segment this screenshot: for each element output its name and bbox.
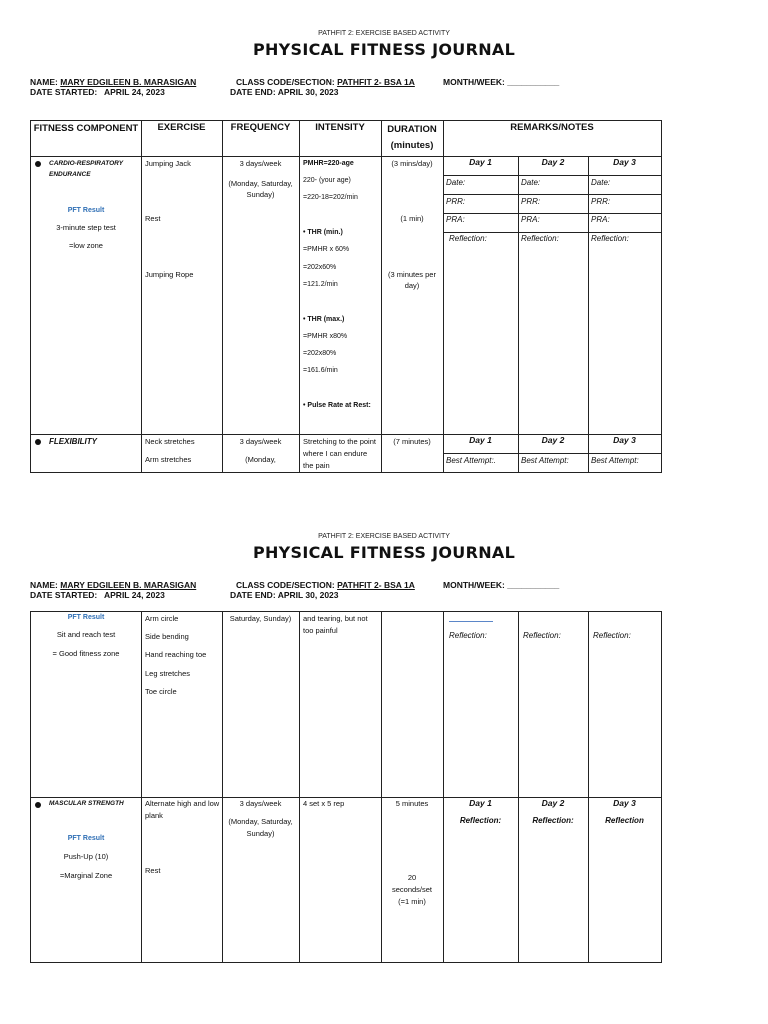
date-started-value: APRIL 24, 2023	[104, 87, 165, 97]
date-end-line: DATE END: APRIL 30, 2023	[230, 87, 339, 97]
prr-field-label: PRR:	[591, 197, 611, 206]
component-flexibility: FLEXIBILITY	[49, 437, 97, 446]
best-attempt-label: Best Attempt:.	[446, 456, 496, 465]
duration-value: (1 min)	[400, 214, 424, 223]
frequency-weekdays: (Monday,	[245, 455, 276, 464]
reflection-label: Reflection:	[459, 816, 502, 825]
pft-result-label: PFT Result	[67, 207, 105, 214]
day-1-label: Day 1	[469, 157, 492, 167]
day-3-label: Day 3	[613, 157, 636, 167]
date-started-line: DATE STARTED: APRIL 24, 2023	[30, 590, 165, 600]
frequency-days: 3 days/week	[239, 799, 282, 808]
day-2-label: Day 2	[541, 435, 565, 445]
intensity-line: =121.2/min	[303, 281, 338, 288]
pft-test: 3-minute step test	[56, 223, 116, 232]
reflection-label: Reflection:	[593, 631, 631, 640]
date-field-label: Date:	[591, 178, 611, 187]
class-line: CLASS CODE/SECTION: PATHFIT 2- BSA 1A	[236, 580, 415, 590]
student-name: MARY EDGILEEN B. MARASIGAN	[60, 580, 197, 590]
intensity-line: =PMHR x80%	[303, 333, 348, 340]
exercise-item: Side bending	[145, 632, 189, 641]
frequency-days: 3 days/week	[239, 437, 282, 446]
exercise-item: Jumping Jack	[145, 159, 191, 168]
prr-field-label: PRR:	[521, 197, 541, 206]
name-line: NAME: MARY EDGILEEN B. MARASIGAN	[30, 77, 197, 87]
date-started-value: APRIL 24, 2023	[104, 590, 165, 600]
exercise-item: Hand reaching toe	[145, 650, 207, 659]
component-cardio: CARDIO-RESPIRATORY ENDURANCE	[49, 160, 123, 178]
best-attempt-label: Best Attempt:	[521, 456, 569, 465]
date-end-line: DATE END: APRIL 30, 2023	[230, 590, 339, 600]
header-exercise: EXERCISE	[157, 122, 206, 133]
pra-field-label: PRA:	[591, 215, 610, 224]
prr-field-label: PRR:	[446, 197, 466, 206]
exercise-item: Leg stretches	[145, 669, 191, 678]
frequency-weekdays: Saturday, Sunday)	[229, 614, 292, 623]
student-name: MARY EDGILEEN B. MARASIGAN	[60, 77, 197, 87]
reflection-label: Reflection:	[591, 234, 629, 243]
day-1-label: Day 1	[469, 798, 492, 808]
exercise-item: Toe circle	[145, 687, 177, 696]
header-intensity: INTENSITY	[315, 122, 365, 133]
intensity-pmhr: PMHR=220-age	[303, 160, 354, 167]
intensity-line: =161.6/min	[303, 367, 338, 374]
month-week-value: ___________	[507, 77, 560, 87]
duration-value: (3 minutes per day)	[388, 270, 436, 290]
intensity-pulse: • Pulse Rate at Rest:	[303, 402, 371, 409]
reflection-label: Reflection:	[449, 234, 487, 243]
class-code: PATHFIT 2- BSA 1A	[337, 580, 415, 590]
day-1-label: Day 1	[469, 435, 492, 445]
date-field-label: Date:	[446, 178, 466, 187]
header-fitness-component: FITNESS COMPONENT	[33, 123, 139, 134]
exercise-item: Jumping Rope	[145, 270, 194, 279]
intensity-line: =202x60%	[303, 264, 337, 271]
journal-table-2	[30, 611, 662, 963]
intensity-line: =220-18=202/min	[303, 194, 358, 201]
class-line: CLASS CODE/SECTION: PATHFIT 2- BSA 1A	[236, 77, 415, 87]
month-line: MONTH/WEEK: ___________	[443, 77, 560, 87]
intensity-line: =PMHR x 60%	[303, 246, 350, 253]
reflection-label: Reflection:	[523, 631, 561, 640]
reflection-label: Reflection:	[449, 631, 487, 640]
month-week-value: ___________	[507, 580, 560, 590]
reflection-label: Reflection:	[521, 234, 559, 243]
duration-value: (3 mins/day)	[391, 159, 433, 168]
exercise-item: Rest	[145, 866, 161, 875]
duration-value: (7 minutes)	[393, 437, 431, 446]
pft-zone: =low zone	[69, 241, 103, 250]
day-2-label: Day 2	[541, 157, 565, 167]
intensity-thr-max: • THR (max.)	[303, 316, 345, 323]
intensity-stretching: Stretching to the point where I can endure the pain	[303, 437, 376, 470]
duration-value: 20 seconds/set (=1 min)	[391, 873, 433, 906]
activity-subtitle: PATHFIT 2: EXERCISE BASED ACTIVITY	[318, 533, 450, 540]
intensity-sets: 4 set x 5 rep	[303, 799, 345, 808]
name-line: NAME: MARY EDGILEEN B. MARASIGAN	[30, 580, 197, 590]
exercise-item: Arm stretches	[145, 455, 192, 464]
pft-zone: =Marginal Zone	[59, 871, 113, 880]
date-end-value: APRIL 30, 2023	[277, 590, 339, 600]
header-remarks: REMARKS/NOTES	[510, 122, 594, 133]
component-strength: MASCULAR STRENGTH	[49, 800, 124, 807]
handwritten-mark	[449, 621, 493, 622]
best-attempt-label: Best Attempt:	[591, 456, 639, 465]
intensity-line: =202x80%	[303, 350, 337, 357]
class-code: PATHFIT 2- BSA 1A	[337, 77, 415, 87]
reflection-label: Reflection:	[532, 816, 574, 825]
exercise-item: Arm circle	[145, 614, 179, 623]
frequency-days: 3 days/week	[239, 159, 282, 168]
pft-zone: = Good fitness zone	[52, 649, 120, 658]
page-title: PHYSICAL FITNESS JOURNAL	[252, 40, 516, 59]
day-3-label: Day 3	[613, 435, 636, 445]
duration-value: 5 minutes	[395, 799, 429, 808]
header-duration: DURATION (minutes)	[387, 124, 437, 151]
activity-subtitle: PATHFIT 2: EXERCISE BASED ACTIVITY	[318, 30, 450, 37]
date-end-value: APRIL 30, 2023	[277, 87, 339, 97]
pft-test: Sit and reach test	[56, 630, 116, 639]
frequency-weekdays: (Monday, Saturday, Sunday)	[228, 817, 293, 838]
intensity-thr-min: • THR (min.)	[303, 229, 343, 236]
page-title: PHYSICAL FITNESS JOURNAL	[252, 543, 516, 562]
pra-field-label: PRA:	[446, 215, 465, 224]
bullet-icon	[35, 802, 41, 808]
reflection-label: Reflection	[605, 816, 644, 825]
day-3-label: Day 3	[613, 798, 636, 808]
day-2-label: Day 2	[541, 798, 565, 808]
pft-test: Push-Up (10)	[63, 852, 109, 861]
intensity-line: 220- (your age)	[303, 177, 351, 184]
date-field-label: Date:	[521, 178, 541, 187]
exercise-item: Alternate high and low plank	[145, 799, 220, 820]
date-started-line: DATE STARTED: APRIL 24, 2023	[30, 87, 165, 97]
pra-field-label: PRA:	[521, 215, 540, 224]
exercise-item: Neck stretches	[145, 437, 195, 446]
pft-result-label: PFT Result	[67, 835, 105, 842]
exercise-item: Rest	[145, 214, 161, 223]
header-frequency: FREQUENCY	[230, 122, 291, 133]
frequency-weekdays: (Monday, Saturday, Sunday)	[228, 179, 293, 199]
intensity-stretching: and tearing, but not too painful	[303, 614, 368, 635]
pft-result-label: PFT Result	[67, 614, 105, 621]
month-line: MONTH/WEEK: ___________	[443, 580, 560, 590]
